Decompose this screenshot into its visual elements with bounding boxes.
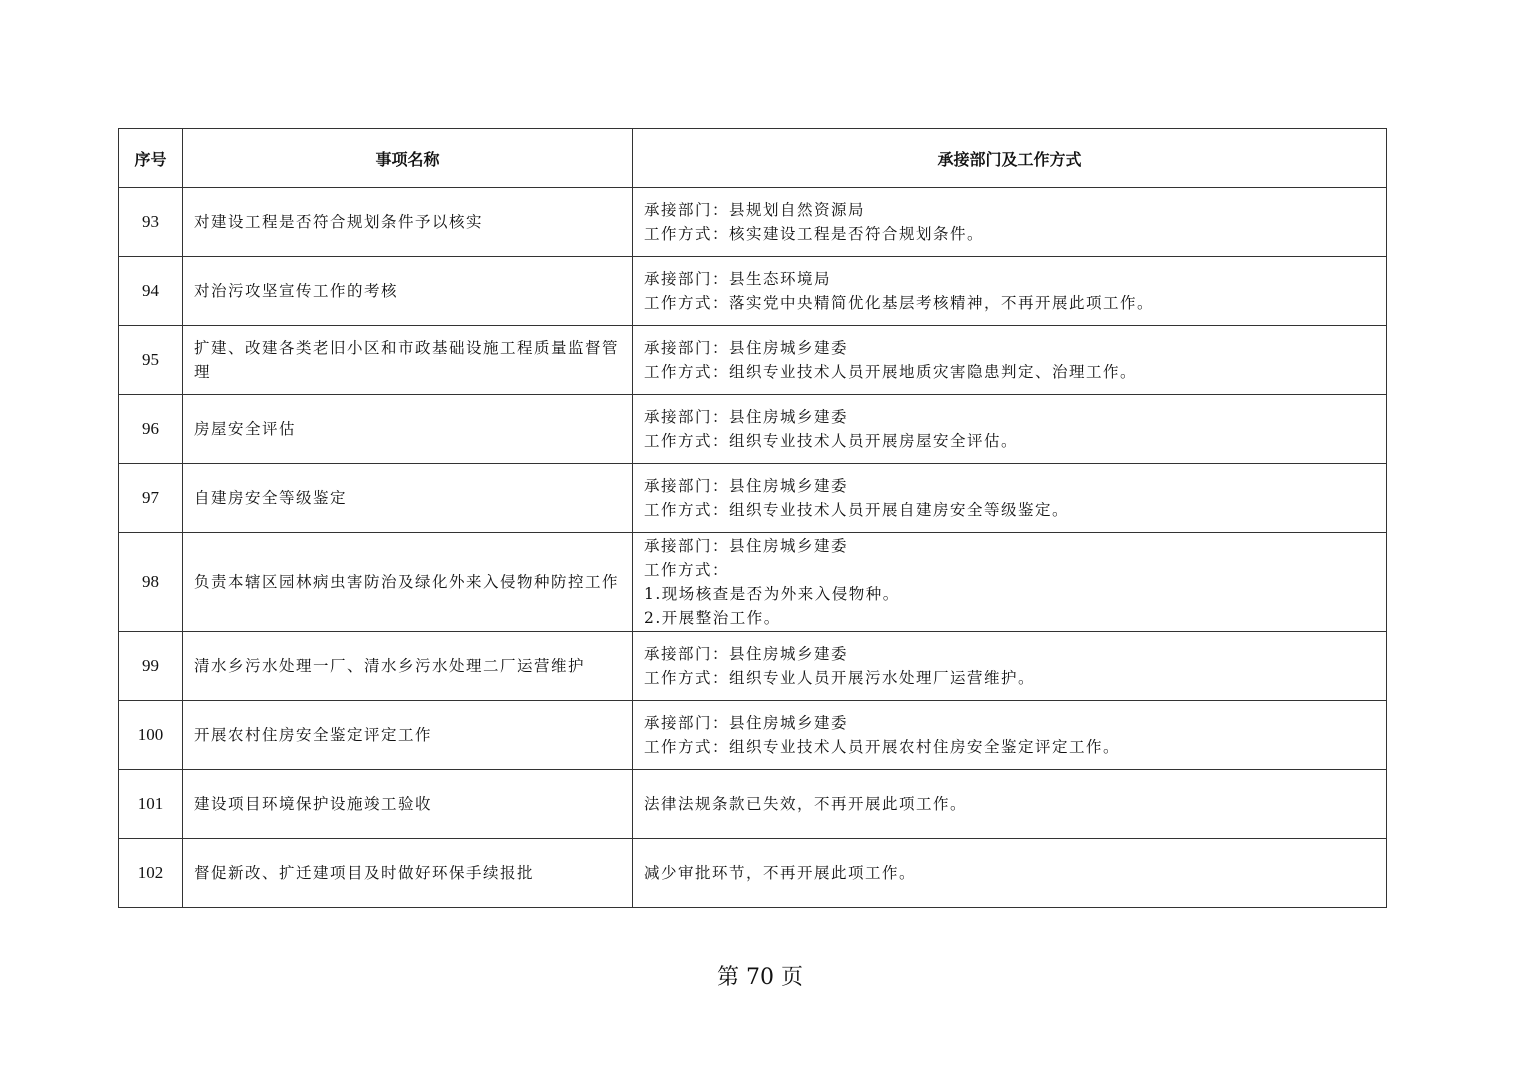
table-row	[119, 257, 1387, 326]
table-row	[119, 632, 1387, 701]
row-dept	[633, 839, 1387, 908]
row-name: 扩建、改建各类老旧小区和市政基础设施工程质量监督管理	[183, 326, 633, 395]
method-step: 2.开展整治工作。	[644, 609, 781, 627]
method-line: 减少审批环节，不再开展此项工作。	[644, 864, 917, 882]
header-dept: 承接部门及工作方式	[633, 129, 1387, 188]
dept-line: 承接部门：县住房城乡建委	[644, 537, 849, 555]
row-seq: 101	[119, 770, 183, 839]
row-dept	[633, 701, 1387, 770]
dept-line: 承接部门：县住房城乡建委	[644, 645, 849, 663]
items-table	[118, 128, 1387, 908]
row-seq: 99	[119, 632, 183, 701]
row-name: 房屋安全评估	[183, 395, 633, 464]
method-line: 工作方式：组织专业技术人员开展自建房安全等级鉴定。	[644, 501, 1070, 519]
method-line: 工作方式：落实党中央精简优化基层考核精神，不再开展此项工作。	[644, 294, 1155, 312]
row-seq: 96	[119, 395, 183, 464]
dept-line: 承接部门：县住房城乡建委	[644, 339, 849, 357]
row-name: 对治污攻坚宣传工作的考核	[183, 257, 633, 326]
dept-line: 承接部门：县住房城乡建委	[644, 714, 849, 732]
row-name: 督促新改、扩迁建项目及时做好环保手续报批	[183, 839, 633, 908]
row-dept	[633, 395, 1387, 464]
header-name: 事项名称	[183, 129, 633, 188]
method-line: 工作方式：组织专业技术人员开展农村住房安全鉴定评定工作。	[644, 738, 1121, 756]
method-line: 工作方式：核实建设工程是否符合规划条件。	[644, 225, 985, 243]
method-line: 法律法规条款已失效，不再开展此项工作。	[644, 795, 968, 813]
table-header-row	[119, 129, 1387, 188]
dept-line: 承接部门：县生态环境局	[644, 270, 832, 288]
dept-line: 承接部门：县住房城乡建委	[644, 408, 849, 426]
row-dept	[633, 326, 1387, 395]
header-seq: 序号	[119, 129, 183, 188]
row-seq: 97	[119, 464, 183, 533]
table-row	[119, 188, 1387, 257]
table-row	[119, 464, 1387, 533]
row-dept	[633, 188, 1387, 257]
row-dept	[633, 533, 1387, 632]
method-line: 工作方式：	[644, 561, 730, 579]
method-line: 工作方式：组织专业技术人员开展地质灾害隐患判定、治理工作。	[644, 363, 1138, 381]
table-row	[119, 395, 1387, 464]
table-row	[119, 770, 1387, 839]
table-row	[119, 839, 1387, 908]
row-name: 对建设工程是否符合规划条件予以核实	[183, 188, 633, 257]
row-dept	[633, 257, 1387, 326]
row-seq: 102	[119, 839, 183, 908]
row-name: 建设项目环境保护设施竣工验收	[183, 770, 633, 839]
row-seq: 93	[119, 188, 183, 257]
table-row	[119, 533, 1387, 632]
row-seq: 98	[119, 533, 183, 632]
dept-line: 承接部门：县住房城乡建委	[644, 477, 849, 495]
row-name: 开展农村住房安全鉴定评定工作	[183, 701, 633, 770]
method-line: 工作方式：组织专业技术人员开展房屋安全评估。	[644, 432, 1019, 450]
row-name: 负责本辖区园林病虫害防治及绿化外来入侵物种防控工作	[183, 533, 633, 632]
method-step: 1.现场核查是否为外来入侵物种。	[644, 585, 900, 603]
table-row	[119, 326, 1387, 395]
row-dept	[633, 464, 1387, 533]
row-seq: 94	[119, 257, 183, 326]
row-name: 自建房安全等级鉴定	[183, 464, 633, 533]
row-dept	[633, 770, 1387, 839]
method-line: 工作方式：组织专业人员开展污水处理厂运营维护。	[644, 669, 1036, 687]
dept-line: 承接部门：县规划自然资源局	[644, 201, 866, 219]
row-dept	[633, 632, 1387, 701]
row-seq: 95	[119, 326, 183, 395]
row-name: 清水乡污水处理一厂、清水乡污水处理二厂运营维护	[183, 632, 633, 701]
table-row	[119, 701, 1387, 770]
page-number: 第 70 页	[717, 965, 803, 990]
row-seq: 100	[119, 701, 183, 770]
